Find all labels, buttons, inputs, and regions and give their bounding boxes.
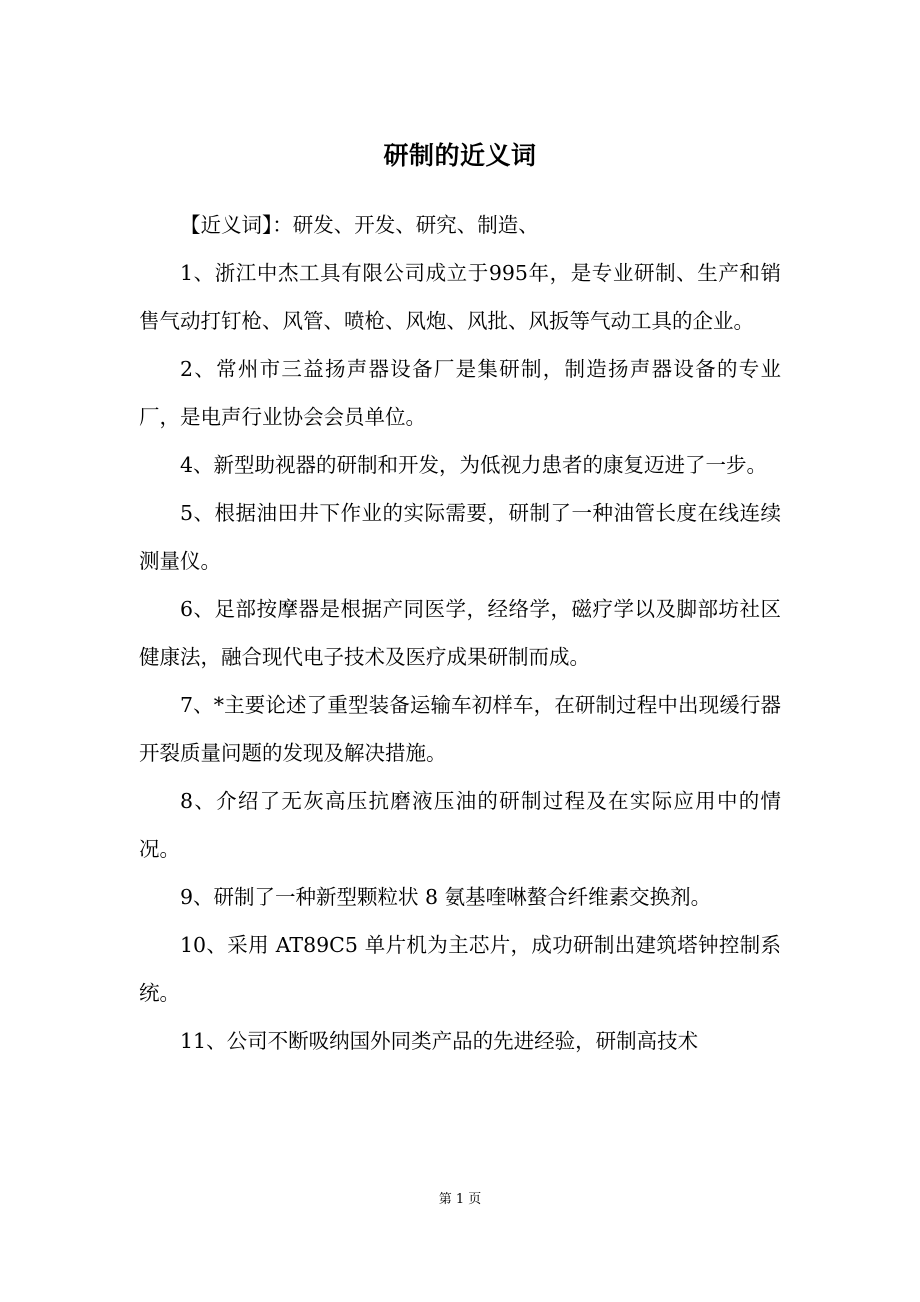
example-paragraph-6: 6、足部按摩器是根据产同医学，经络学，磁疗学以及脚部坊社区健康法，融合现代电子技术及医疗成果研制而成。 [139,597,781,669]
example-paragraph-4: 4、新型助视器的研制和开发，为低视力患者的康复迈进了一步。 [180,453,768,477]
example-paragraph-10: 10、采用 AT89C5 单片机为主芯片，成功研制出建筑塔钟控制系统。 [139,933,781,1005]
synonyms-paragraph: 【近义词】：研发、开发、研究、制造、 [180,213,539,237]
example-paragraph-5: 5、根据油田井下作业的实际需要，研制了一种油管长度在线连续测量仪。 [139,501,781,573]
page-number-footer: 第 1 页 [438,1192,482,1207]
page-title: 研制的近义词 [383,141,537,170]
example-paragraph-7: 7、*主要论述了重型装备运输车初样车，在研制过程中出现缓行器开裂质量问题的发现及解决措施。 [139,693,781,765]
document-body [139,201,781,1065]
example-paragraph-8: 8、介绍了无灰高压抗磨液压油的研制过程及在实际应用中的情况。 [139,789,781,861]
example-paragraph-2: 2、常州市三益扬声器设备厂是集研制，制造扬声器设备的专业厂，是电声行业协会会员单位。 [139,357,781,429]
example-paragraph-11: 11、公司不断吸纳国外同类产品的先进经验，研制高技术 [180,1029,699,1053]
example-paragraph-1: 1、浙江中杰工具有限公司成立于995年，是专业研制、生产和销售气动打钉枪、风管、喷枪、风炮、风批、风扳等气动工具的企业。 [139,261,781,333]
example-paragraph-9: 9、研制了一种新型颗粒状 8 氨基喹啉螯合纤维素交换剂。 [180,885,712,909]
